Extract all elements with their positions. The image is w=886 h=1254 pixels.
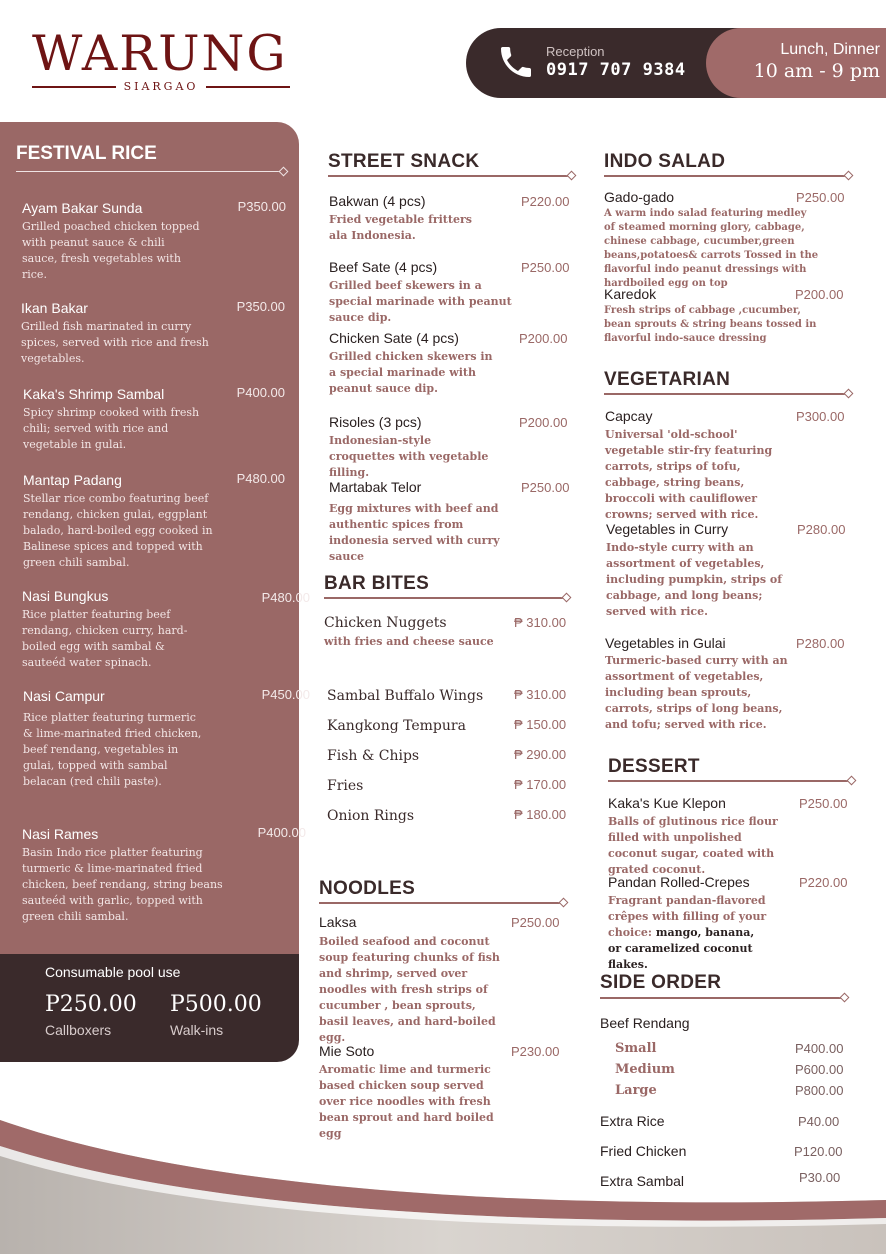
pool-label-callboxers: Callboxers — [45, 1022, 112, 1038]
item-price: P220.00 — [521, 194, 570, 209]
bar-bites-rule-ornament — [562, 593, 572, 603]
item-price: P400.00 — [257, 825, 306, 840]
item-price: P120.00 — [794, 1144, 843, 1159]
logo-rule-right — [206, 86, 290, 88]
item-name: Nasi Rames — [22, 826, 99, 842]
item-name: Extra Sambal — [600, 1173, 685, 1189]
bar-bites-rule — [324, 597, 566, 599]
item-description: Fresh strips of cabbage ,cucumber, bean sprouts & string beans tossed in flavorful indo-sauce dressing — [604, 305, 817, 344]
item-price: ₱ 170.00 — [514, 777, 567, 792]
noodles-rule-ornament — [559, 898, 569, 908]
item-description: Rice platter featuring beef rendang, chicken curry, hard-boiled egg with sambal & sauteéd water spinach. — [22, 608, 188, 669]
item-price: P400.00 — [236, 385, 285, 400]
item-name: Beef Rendang — [600, 1015, 690, 1031]
street-snack-title: STREET SNACK — [328, 151, 480, 172]
festival-rice-rule — [16, 171, 284, 172]
side-order-rule-ornament — [840, 993, 850, 1003]
item-description: Stellar rice combo featuring beef rendang, chicken gulai, eggplant balado, hard-boiled egg cooked in Balinese spices and topped with green chili sambal. — [23, 492, 213, 569]
size-label: Medium — [615, 1062, 675, 1077]
vegetarian-title: VEGETARIAN — [604, 369, 731, 390]
item-name: Fries — [327, 778, 364, 794]
item-price: ₱ 180.00 — [514, 807, 567, 822]
item-price: P200.00 — [519, 331, 568, 346]
item-description — [608, 893, 768, 973]
item-description: Balls of glutinous rice flour filled with unpolished coconut sugar, coated with grated coconut. — [608, 815, 778, 876]
item-name: Mantap Padang — [23, 472, 122, 488]
dessert-title: DESSERT — [608, 756, 700, 777]
item-name: Fried Chicken — [600, 1143, 687, 1159]
item-price: P250.00 — [521, 480, 570, 495]
vegetarian-rule — [604, 393, 848, 395]
item-name: Laksa — [319, 914, 357, 930]
item-name: Gado-gado — [604, 189, 675, 205]
size-label: Small — [615, 1041, 657, 1056]
item-description: Rice platter featuring turmeric & lime-marinated fried chicken, beef rendang, vegetables in gulai, topped with sambal belacan (red chili paste). — [23, 711, 202, 788]
item-description: Grilled fish marinated in curry spices, served with rice and fresh vegetables. — [21, 320, 209, 365]
item-name: Onion Rings — [327, 808, 415, 824]
item-name: Fish & Chips — [327, 748, 420, 764]
item-price: P250.00 — [511, 915, 560, 930]
item-price: P200.00 — [795, 287, 844, 302]
item-description: Spicy shrimp cooked with fresh chili; served with rice and vegetable in gulai. — [23, 406, 200, 451]
item-description: Grilled beef skewers in a special marinade with peanut sauce dip. — [329, 279, 512, 324]
reception-label: Reception — [546, 44, 605, 59]
item-description: Universal 'old-school' vegetable stir-fry featuring carrots, strips of tofu, cabbage, string beans, broccoli with cauliflower crowns; served with rice. — [605, 428, 773, 521]
item-name: Ayam Bakar Sunda — [22, 200, 143, 216]
item-price: P250.00 — [521, 260, 570, 275]
item-name: Kaka's Shrimp Sambal — [23, 386, 165, 402]
street-snack-rule-ornament — [567, 171, 577, 181]
menu-item — [23, 471, 293, 571]
hours-value: 10 am - 9 pm — [753, 60, 880, 82]
item-price: P250.00 — [799, 796, 848, 811]
item-description-intro: Fragrant pandan-flavored crêpes with filling of your choice: — [608, 894, 767, 939]
item-price: P480.00 — [236, 471, 285, 486]
pool-use-label: Consumable pool use — [45, 964, 181, 980]
item-price: P350.00 — [236, 299, 285, 314]
item-name: Beef Sate (4 pcs) — [329, 259, 438, 275]
indo-salad-rule-ornament — [844, 171, 854, 181]
item-price: P220.00 — [799, 875, 848, 890]
brand-logo-wordmark: WARUNG — [32, 25, 288, 82]
menu-item — [22, 587, 310, 671]
item-description: Boiled seafood and coconut soup featuring chunks of fish and shrimp, served over noodles with fresh strips of cucumber , bean sprouts, basil leaves, and hard-boiled egg. — [319, 935, 500, 1044]
size-price: P800.00 — [795, 1083, 844, 1098]
menu-item — [23, 687, 310, 790]
item-price: P40.00 — [798, 1114, 840, 1129]
item-description: Turmeric-based curry with an assortment of vegetables, including bean sprouts, carrots, strips of long beans, and tofu; served with rice. — [605, 654, 788, 731]
item-price: P250.00 — [796, 190, 845, 205]
item-name: Kangkong Tempura — [327, 718, 466, 734]
item-name: Kaka's Kue Klepon — [608, 795, 726, 811]
item-price: P280.00 — [797, 522, 846, 537]
item-name: Nasi Bungkus — [22, 588, 109, 604]
size-label: Large — [615, 1083, 657, 1098]
item-description-options: mango, banana, or caramelized coconut flakes. — [608, 926, 755, 971]
street-snack-rule — [328, 175, 572, 177]
noodles-title: NOODLES — [319, 878, 416, 899]
menu-item — [22, 825, 306, 925]
item-name: Nasi Campur — [23, 688, 105, 704]
item-price: ₱ 310.00 — [514, 615, 567, 630]
bottom-wave-decoration — [0, 1100, 886, 1254]
bar-bites-title: BAR BITES — [324, 573, 430, 594]
item-description: Fried vegetable fritters ala Indonesia. — [329, 213, 472, 242]
item-name: Sambal Buffalo Wings — [327, 688, 484, 704]
item-description: with fries and cheese sauce — [324, 635, 494, 648]
item-name: Extra Rice — [600, 1113, 665, 1129]
item-name: Karedok — [604, 286, 657, 302]
item-name: Ikan Bakar — [21, 300, 88, 316]
item-description: Grilled poached chicken topped with peanut sauce & chili sauce, fresh vegetables with rice. — [22, 220, 200, 281]
item-description: A warm indo salad featuring medley of steamed morning glory, cabbage, chinese cabbage, cucumber,green beans,potatoes& carrots Tossed in the flavorful indo peanut dressings with hardboiled egg on top — [604, 208, 819, 289]
item-price: ₱ 290.00 — [514, 747, 567, 762]
noodles-rule — [319, 902, 563, 904]
item-price: ₱ 150.00 — [514, 717, 567, 732]
side-order-rule — [600, 997, 844, 999]
pool-price-walkins: P500.00 — [170, 992, 262, 1017]
item-price: P200.00 — [519, 415, 568, 430]
item-name: Mie Soto — [319, 1043, 375, 1059]
item-price: P280.00 — [796, 636, 845, 651]
item-price: P230.00 — [511, 1044, 560, 1059]
reception-phone[interactable]: 0917 707 9384 — [546, 60, 686, 80]
item-price: ₱ 310.00 — [514, 687, 567, 702]
item-name: Pandan Rolled-Crepes — [608, 874, 750, 890]
item-name: Bakwan (4 pcs) — [329, 193, 426, 209]
item-price: P480.00 — [261, 590, 310, 605]
dessert-rule-ornament — [847, 776, 857, 786]
item-name: Martabak Telor — [329, 479, 422, 495]
item-name: Risoles (3 pcs) — [329, 414, 422, 430]
side-order-title: SIDE ORDER — [600, 972, 722, 993]
item-name: Vegetables in Curry — [606, 521, 729, 537]
phone-icon — [496, 42, 536, 82]
item-price: P450.00 — [261, 687, 310, 702]
item-name: Capcay — [605, 408, 653, 424]
pool-label-walkins: Walk-ins — [170, 1022, 224, 1038]
indo-salad-title: INDO SALAD — [604, 151, 726, 172]
item-price: P30.00 — [799, 1170, 841, 1185]
item-name: Vegetables in Gulai — [605, 635, 726, 651]
item-price: P300.00 — [796, 409, 845, 424]
item-description: Grilled chicken skewers in a special marinade with peanut sauce dip. — [329, 350, 493, 395]
vegetarian-rule-ornament — [844, 389, 854, 399]
menu-item — [22, 199, 292, 283]
item-description: Basin Indo rice platter featuring turmeric & lime-marinated fried chicken, beef rendang, string beans sauteéd with garlic, topped with green chili sambal. — [22, 846, 223, 923]
size-price: P400.00 — [795, 1041, 844, 1056]
menu-item — [21, 299, 291, 367]
dessert-rule — [608, 780, 852, 782]
hours-label: Lunch, Dinner — [780, 41, 880, 58]
indo-salad-rule — [604, 175, 848, 177]
menu-item — [23, 385, 293, 453]
item-description: Indonesian-style croquettes with vegetable filling. — [329, 434, 489, 479]
size-price: P600.00 — [795, 1062, 844, 1077]
item-name: Chicken Nuggets — [324, 615, 447, 631]
pool-price-callboxers: P250.00 — [45, 992, 137, 1017]
item-name: Chicken Sate (4 pcs) — [329, 330, 459, 346]
brand-location: SIARGAO — [123, 80, 199, 93]
item-description: Indo-style curry with an assortment of vegetables, including pumpkin, strips of cabbage, and long beans; served with rice. — [606, 541, 782, 618]
item-description: Egg mixtures with beef and authentic spices from indonesia served with curry sauce — [329, 502, 500, 563]
item-description: Aromatic lime and turmeric based chicken soup served over rice noodles with fresh bean sprout and hard boiled egg — [319, 1063, 494, 1140]
festival-rice-title: FESTIVAL RICE — [16, 143, 157, 164]
item-price: P350.00 — [237, 199, 286, 214]
